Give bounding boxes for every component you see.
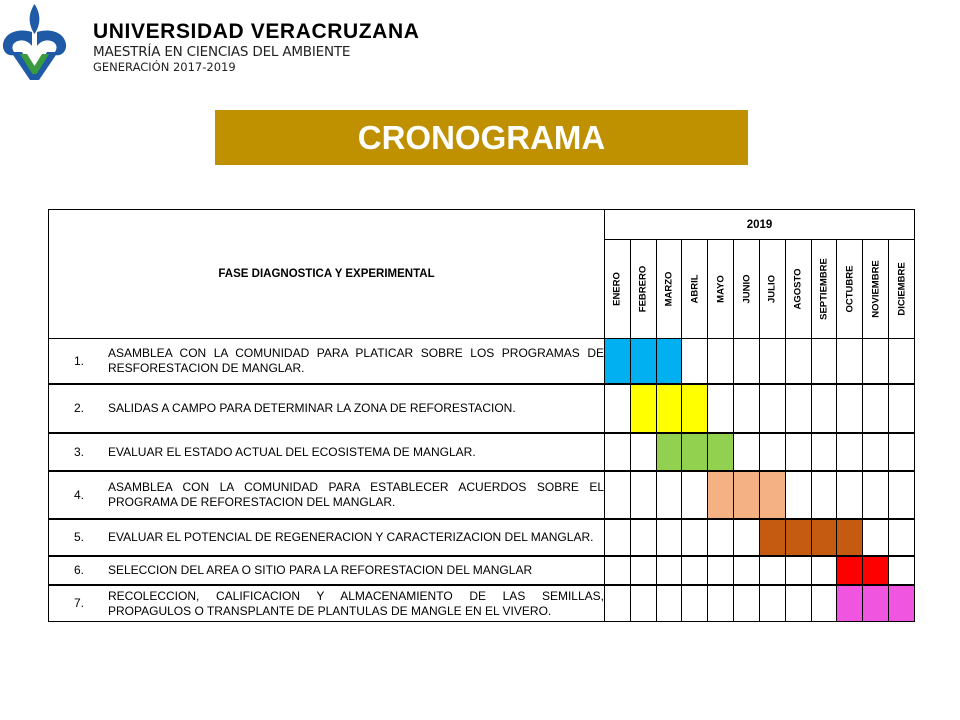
schedule-cell-active [656, 384, 682, 433]
activity-number: 4. [73, 487, 84, 502]
schedule-cell-active [630, 384, 656, 433]
schedule-cell [682, 585, 708, 622]
schedule-cell-active [630, 339, 656, 385]
schedule-cell [630, 471, 656, 519]
header [93, 20, 419, 74]
schedule-cell [811, 585, 837, 622]
page-title: CRONOGRAMA [215, 110, 748, 165]
schedule-table [48, 209, 915, 622]
activities-body [49, 339, 915, 622]
table-row [49, 384, 915, 433]
schedule-cell-active [708, 471, 734, 519]
schedule-cell-active [811, 519, 837, 556]
schedule-cell-active [682, 433, 708, 471]
activity-cell [49, 471, 605, 519]
schedule-cell-active [837, 585, 863, 622]
schedule-cell [682, 339, 708, 385]
schedule-cell [759, 339, 785, 385]
schedule-cell [785, 433, 811, 471]
schedule-cell [837, 384, 863, 433]
schedule-cell [811, 339, 837, 385]
schedule-cell [656, 471, 682, 519]
month-header-abril [682, 240, 708, 339]
table-row [49, 471, 915, 519]
month-label: AGOSTO [792, 268, 804, 310]
activity-number: 1. [73, 353, 84, 368]
table-row [49, 585, 915, 622]
table-row [49, 433, 915, 471]
activity-description: SALIDAS A CAMPO PARA DETERMINAR LA ZONA DE REFORESTACION. [108, 401, 516, 415]
schedule-cell [785, 384, 811, 433]
month-label: JUNIO [741, 274, 753, 304]
schedule-cell [605, 556, 631, 585]
month-label: MARZO [663, 271, 675, 307]
schedule-cell-active [863, 556, 889, 585]
schedule-cell [759, 384, 785, 433]
schedule-cell [811, 433, 837, 471]
schedule-cell [708, 519, 734, 556]
activity-number: 2. [73, 401, 84, 415]
schedule-cell-active [734, 471, 760, 519]
month-header-agosto [785, 240, 811, 339]
schedule-cell [837, 433, 863, 471]
schedule-cell-active [656, 339, 682, 385]
schedule-cell [630, 433, 656, 471]
schedule-cell [734, 433, 760, 471]
schedule-cell [708, 384, 734, 433]
schedule-cell-active [785, 519, 811, 556]
schedule-cell [811, 471, 837, 519]
activity-description: SELECCION DEL AREA O SITIO PARA LA REFORESTACION DEL MANGLAR [108, 563, 533, 577]
schedule-cell [605, 519, 631, 556]
schedule-cell [605, 384, 631, 433]
schedule-cell-active [889, 585, 915, 622]
schedule-cell-active [863, 585, 889, 622]
schedule-cell [682, 556, 708, 585]
schedule-cell [682, 471, 708, 519]
activity-description: EVALUAR EL POTENCIAL DE REGENERACION Y CARACTERIZACION DEL MANGLAR. [108, 530, 594, 544]
activity-cell [49, 585, 605, 622]
schedule-cell [837, 339, 863, 385]
schedule-cell [734, 339, 760, 385]
activity-number: 3. [73, 444, 84, 459]
month-header-septiembre [811, 240, 837, 339]
activity-cell [49, 433, 605, 471]
schedule-cell [889, 339, 915, 385]
schedule-cell-active [837, 519, 863, 556]
activity-description: ASAMBLEA CON LA COMUNIDAD PARA ESTABLECER ACUERDOS SOBRE EL PROGRAMA DE REFORESTACION DEL MANGLAR. [108, 480, 604, 509]
month-header-mayo [708, 240, 734, 339]
schedule-cell [785, 339, 811, 385]
schedule-cell [734, 585, 760, 622]
schedule-cell-active [759, 519, 785, 556]
schedule-cell [656, 585, 682, 622]
schedule-cell-active [682, 384, 708, 433]
schedule-cell [863, 339, 889, 385]
schedule-cell-active [605, 339, 631, 385]
schedule-cell [863, 384, 889, 433]
schedule-cell [811, 384, 837, 433]
schedule-cell [759, 585, 785, 622]
activity-cell [49, 556, 605, 585]
activity-cell [49, 519, 605, 556]
schedule-cell [811, 556, 837, 585]
activity-description: EVALUAR EL ESTADO ACTUAL DEL ECOSISTEMA DE MANGLAR. [108, 444, 476, 459]
month-header-junio [734, 240, 760, 339]
schedule-cell [863, 471, 889, 519]
university-logo-icon [1, 2, 68, 80]
schedule-cell [708, 556, 734, 585]
schedule-cell-active [837, 556, 863, 585]
month-label: OCTUBRE [844, 265, 856, 313]
activity-cell [49, 384, 605, 433]
schedule-cell [734, 556, 760, 585]
month-header-diciembre [889, 240, 915, 339]
schedule-cell [759, 433, 785, 471]
activity-number: 7. [73, 596, 84, 610]
schedule-cell [785, 471, 811, 519]
month-label: ENERO [611, 272, 623, 306]
month-label: JULIO [766, 275, 778, 303]
year-header: 2019 [605, 210, 915, 240]
schedule-cell [734, 519, 760, 556]
month-label: SEPTIEMBRE [818, 258, 830, 320]
month-header-noviembre [863, 240, 889, 339]
month-header-octubre [837, 240, 863, 339]
schedule-cell [889, 384, 915, 433]
month-header-enero [605, 240, 631, 339]
schedule-cell [630, 585, 656, 622]
schedule-cell [889, 519, 915, 556]
phase-header: FASE DIAGNOSTICA Y EXPERIMENTAL [49, 210, 605, 339]
activity-number: 6. [73, 563, 84, 577]
schedule-cell [682, 519, 708, 556]
month-label: MAYO [715, 275, 727, 303]
month-header-marzo [656, 240, 682, 339]
schedule-cell-active [759, 471, 785, 519]
activity-cell [49, 339, 605, 385]
schedule-cell [630, 556, 656, 585]
month-label: ABRIL [689, 274, 701, 304]
schedule-cell [708, 585, 734, 622]
schedule-cell [605, 585, 631, 622]
schedule-cell [785, 556, 811, 585]
schedule-cell [734, 384, 760, 433]
month-header-julio [759, 240, 785, 339]
month-header-febrero [630, 240, 656, 339]
activity-description: ASAMBLEA CON LA COMUNIDAD PARA PLATICAR SOBRE LOS PROGRAMAS DE RESFORESTACION DE MANGLAR. [108, 346, 604, 375]
schedule-cell [630, 519, 656, 556]
schedule-cell [863, 433, 889, 471]
table-row [49, 556, 915, 585]
schedule-cell-active [656, 433, 682, 471]
activity-number: 5. [73, 530, 84, 544]
schedule-cell [708, 339, 734, 385]
schedule-cell [863, 519, 889, 556]
schedule-cell-active [708, 433, 734, 471]
schedule-cell [605, 433, 631, 471]
schedule-cell [656, 556, 682, 585]
generation-label: GENERACIÓN 2017-2019 [93, 60, 236, 74]
schedule-cell [837, 471, 863, 519]
month-label: DICIEMBRE [896, 262, 908, 316]
activity-description: RECOLECCION, CALIFICACION Y ALMACENAMIENTO DE LAS SEMILLAS, PROPAGULOS O TRANSPLANTE DE PLANTULAS DE MANGLE EN EL VIVERO. [108, 588, 604, 618]
month-label: FEBRERO [637, 265, 649, 313]
schedule-cell [605, 471, 631, 519]
university-name: UNIVERSIDAD VERACRUZANA [93, 20, 420, 43]
schedule-cell [889, 471, 915, 519]
program-name: MAESTRÍA EN CIENCIAS DEL AMBIENTE [93, 44, 351, 60]
schedule-cell [656, 519, 682, 556]
table-row [49, 339, 915, 385]
schedule-cell [759, 556, 785, 585]
month-label: NOVIEMBRE [870, 260, 882, 318]
table-row [49, 519, 915, 556]
schedule-cell [889, 556, 915, 585]
schedule-cell [785, 585, 811, 622]
schedule-cell [889, 433, 915, 471]
